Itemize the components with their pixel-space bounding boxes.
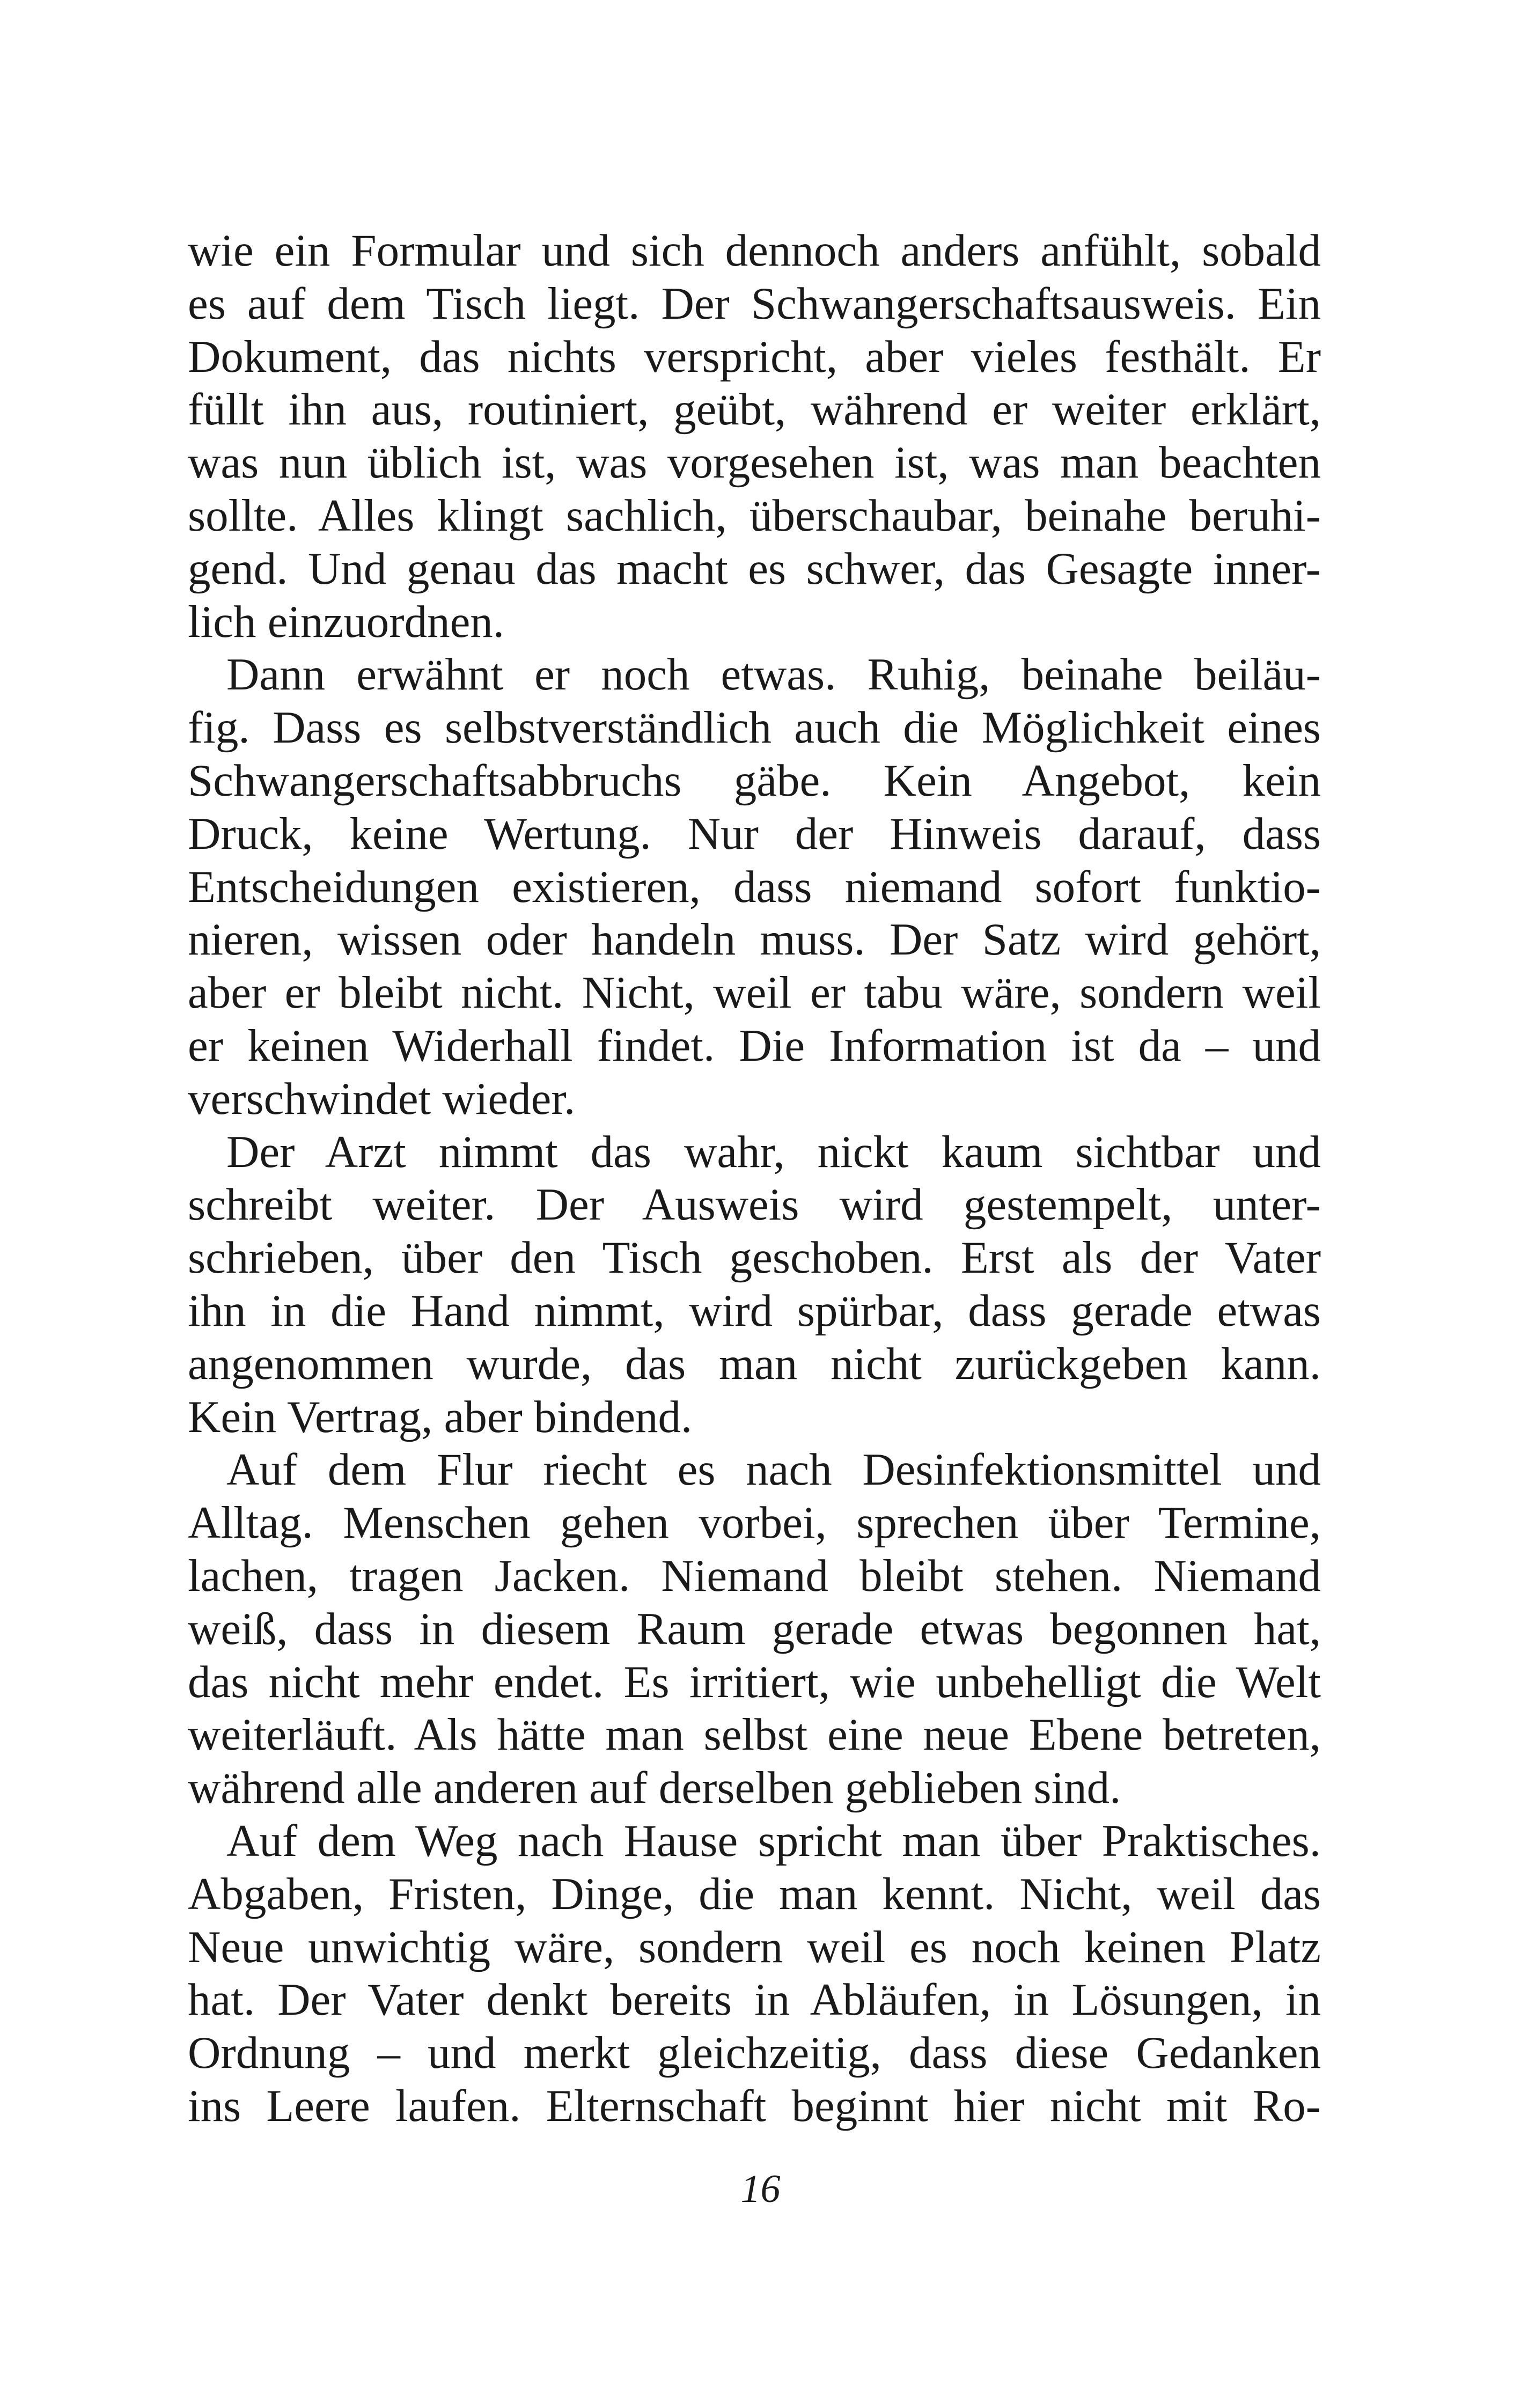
page-number: 16	[740, 2167, 781, 2211]
text-line: wie ein Formular und sich dennoch anders anfühlt, sobald	[188, 225, 1321, 276]
text-line: Schwangerschaftsabbruchs gäbe. Kein Angebot, kein	[188, 755, 1321, 806]
text-line: weiterläuft. Als hätte man selbst eine neue Ebene betreten,	[188, 1709, 1321, 1760]
text-line: Alltag. Menschen gehen vorbei, sprechen über Termine,	[188, 1497, 1321, 1548]
text-line: Dokument, das nichts verspricht, aber vieles festhält. Er	[188, 331, 1321, 382]
text-line: er keinen Widerhall findet. Die Information ist da – und	[188, 1020, 1321, 1071]
text-line: es auf dem Tisch liegt. Der Schwangerschaftsausweis. Ein	[188, 278, 1321, 329]
text-line: was nun üblich ist, was vorgesehen ist, was man beachten	[188, 437, 1321, 488]
text-line: Abgaben, Fristen, Dinge, die man kennt. Nicht, weil das	[188, 1868, 1321, 1919]
text-line: fig. Dass es selbstverständlich auch die Möglichkeit eines	[188, 702, 1321, 753]
text-line: weiß, dass in diesem Raum gerade etwas begonnen hat,	[188, 1603, 1321, 1654]
text-line: gend. Und genau das macht es schwer, das Gesagte inner-	[188, 543, 1321, 594]
text-line: lachen, tragen Jacken. Niemand bleibt stehen. Niemand	[188, 1550, 1321, 1601]
text-line: hat. Der Vater denkt bereits in Abläufen, in Lösungen, in	[188, 1974, 1321, 2025]
text-line: Kein Vertrag, aber bindend.	[188, 1391, 693, 1442]
text-line: schreibt weiter. Der Ausweis wird gestempelt, unter-	[188, 1179, 1321, 1230]
text-line: lich einzuordnen.	[188, 596, 505, 647]
text-line: nieren, wissen oder handeln muss. Der Satz wird gehört,	[188, 914, 1321, 965]
text-line: sollte. Alles klingt sachlich, überschaubar, beinahe beruhi-	[188, 490, 1321, 541]
text-line: Ordnung – und merkt gleichzeitig, dass diese Gedanken	[188, 2028, 1321, 2079]
text-line: während alle anderen auf derselben geblieben sind.	[188, 1763, 1121, 1814]
paragraph-first-line: Auf dem Flur riecht es nach Desinfektionsmittel und	[226, 1444, 1321, 1495]
text-line: das nicht mehr endet. Es irritiert, wie unbehelligt die Welt	[188, 1656, 1321, 1707]
text-line: ihn in die Hand nimmt, wird spürbar, dass gerade etwas	[188, 1285, 1321, 1336]
text-line: Neue unwichtig wäre, sondern weil es noch keinen Platz	[188, 1921, 1321, 1972]
text-line: schrieben, über den Tisch geschoben. Erst als der Vater	[188, 1232, 1321, 1283]
text-line: Druck, keine Wertung. Nur der Hinweis darauf, dass	[188, 808, 1321, 859]
paragraph-first-line: Auf dem Weg nach Hause spricht man über Praktisches.	[226, 1815, 1321, 1866]
body-text	[188, 224, 1321, 2133]
paragraph-first-line: Dann erwähnt er noch etwas. Ruhig, beinahe beiläu-	[226, 649, 1321, 700]
text-line: ins Leere laufen. Elternschaft beginnt hier nicht mit Ro-	[188, 2080, 1321, 2131]
text-line: füllt ihn aus, routiniert, geübt, während er weiter erklärt,	[188, 384, 1321, 435]
text-line: verschwindet wieder.	[188, 1073, 576, 1124]
text-line: aber er bleibt nicht. Nicht, weil er tabu wäre, sondern weil	[188, 967, 1321, 1018]
text-line: angenommen wurde, das man nicht zurückgeben kann.	[188, 1338, 1321, 1389]
paragraph-first-line: Der Arzt nimmt das wahr, nickt kaum sichtbar und	[226, 1126, 1321, 1177]
text-line: Entscheidungen existieren, dass niemand sofort funktio-	[188, 861, 1321, 912]
